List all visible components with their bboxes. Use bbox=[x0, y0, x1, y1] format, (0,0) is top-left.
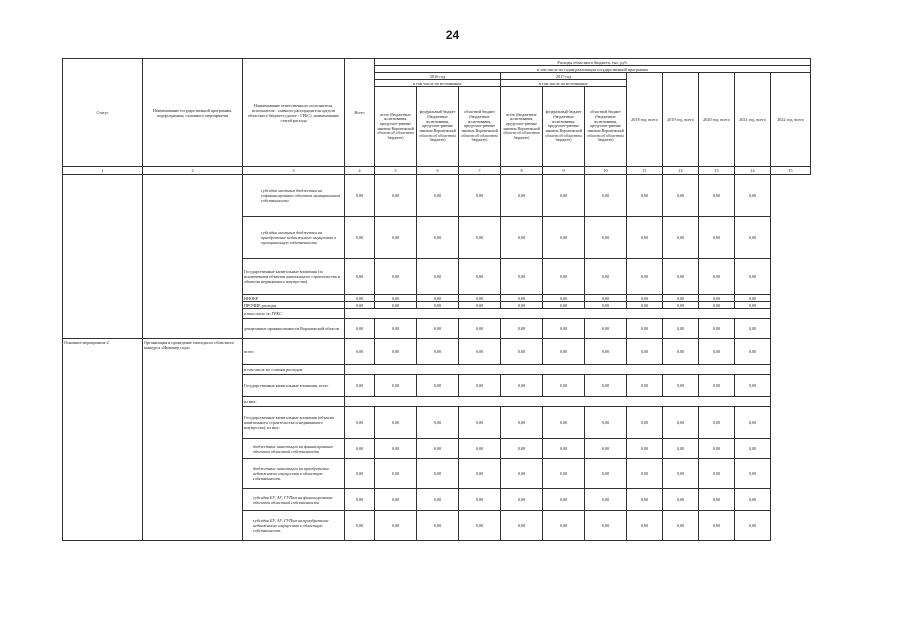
col-number: 12 bbox=[663, 167, 699, 175]
header-2022: 2022 год, всего bbox=[771, 73, 811, 167]
empty-values bbox=[345, 309, 771, 319]
value-cell: 0,00 bbox=[543, 302, 585, 309]
value-cell: 0,00 bbox=[699, 511, 735, 541]
value-cell: 0,00 bbox=[585, 511, 627, 541]
value-cell: 0,00 bbox=[627, 407, 663, 439]
value-cell: 0,00 bbox=[417, 217, 459, 259]
value-cell: 0,00 bbox=[417, 319, 459, 339]
value-cell: 0,00 bbox=[627, 319, 663, 339]
value-cell: 0,00 bbox=[501, 259, 543, 295]
value-cell: 0,00 bbox=[735, 407, 771, 439]
value-cell: 0,00 bbox=[417, 407, 459, 439]
value-cell: 0,00 bbox=[735, 319, 771, 339]
value-cell: 0,00 bbox=[627, 339, 663, 365]
value-cell: 0,00 bbox=[543, 217, 585, 259]
value-cell: 0,00 bbox=[459, 375, 501, 397]
header-2020: 2020 год, всего bbox=[699, 73, 735, 167]
value-cell: 0,00 bbox=[375, 375, 417, 397]
value-cell: 0,00 bbox=[459, 302, 501, 309]
empty-values bbox=[345, 397, 771, 407]
value-cell: 0,00 bbox=[663, 459, 699, 489]
value-cell: 0,00 bbox=[345, 439, 375, 459]
value-cell: 0,00 bbox=[585, 217, 627, 259]
value-cell: 0,00 bbox=[501, 295, 543, 302]
value-cell: 0,00 bbox=[417, 339, 459, 365]
value-cell: 0,00 bbox=[699, 489, 735, 511]
col-number: 13 bbox=[699, 167, 735, 175]
value-cell: 0,00 bbox=[375, 459, 417, 489]
header-col-9: федеральный бюджет (бюджетные ассигнования, предусмот-ренные законом Воронежской области об областном бюджете) bbox=[543, 87, 585, 167]
header-total: Всего bbox=[345, 59, 375, 167]
value-cell: 0,00 bbox=[663, 489, 699, 511]
value-cell: 0,00 bbox=[345, 339, 375, 365]
value-cell: 0,00 bbox=[663, 339, 699, 365]
value-cell: 0,00 bbox=[663, 511, 699, 541]
col-number: 15 bbox=[771, 167, 811, 175]
value-cell: 0,00 bbox=[375, 217, 417, 259]
value-cell: 0,00 bbox=[543, 259, 585, 295]
value-cell: 0,00 bbox=[663, 302, 699, 309]
row-label: бюджетные инвестиции на финансирование объектов областной собственности bbox=[243, 439, 345, 459]
header-status: Статус bbox=[63, 59, 143, 167]
value-cell: 0,00 bbox=[345, 259, 375, 295]
value-cell: 0,00 bbox=[543, 439, 585, 459]
value-cell: 0,00 bbox=[459, 511, 501, 541]
value-cell: 0,00 bbox=[585, 175, 627, 217]
col-number: 11 bbox=[627, 167, 663, 175]
value-cell: 0,00 bbox=[699, 319, 735, 339]
column-number-row bbox=[63, 167, 811, 175]
value-cell: 0,00 bbox=[417, 175, 459, 217]
header-2019: 2019 год, всего bbox=[663, 73, 699, 167]
value-cell: 0,00 bbox=[543, 489, 585, 511]
header-program-name: Наименование государственной программы, подпрограммы, основного мероприятия bbox=[143, 59, 243, 167]
value-cell: 0,00 bbox=[375, 511, 417, 541]
value-cell: 0,00 bbox=[699, 407, 735, 439]
row-label: субсидии БУ, АУ, ГУПам на финансирование объектов областной собственности bbox=[243, 489, 345, 511]
value-cell: 0,00 bbox=[543, 319, 585, 339]
value-cell: 0,00 bbox=[663, 375, 699, 397]
header-sources-2017: в том числе по источникам: bbox=[501, 80, 627, 87]
value-cell: 0,00 bbox=[735, 295, 771, 302]
value-cell: 0,00 bbox=[627, 375, 663, 397]
value-cell: 0,00 bbox=[501, 511, 543, 541]
value-cell: 0,00 bbox=[663, 295, 699, 302]
col-number: 2 bbox=[143, 167, 243, 175]
value-cell: 0,00 bbox=[585, 375, 627, 397]
row-label: бюджетные инвестиции на приобретение недвижимого имущества в областную собственность bbox=[243, 459, 345, 489]
value-cell: 0,00 bbox=[663, 407, 699, 439]
header-col-10: областной бюджет (бюджетные ассигнования, предусмот-ренные законом Воронежской области об областном бюджете) bbox=[585, 87, 627, 167]
value-cell: 0,00 bbox=[459, 459, 501, 489]
value-cell: 0,00 bbox=[417, 459, 459, 489]
value-cell: 0,00 bbox=[417, 375, 459, 397]
value-cell: 0,00 bbox=[735, 217, 771, 259]
col-number: 14 bbox=[735, 167, 771, 175]
value-cell: 0,00 bbox=[735, 302, 771, 309]
value-cell: 0,00 bbox=[459, 489, 501, 511]
value-cell: 0,00 bbox=[735, 175, 771, 217]
header-2021: 2021 год, всего bbox=[735, 73, 771, 167]
value-cell: 0,00 bbox=[627, 459, 663, 489]
value-cell: 0,00 bbox=[345, 302, 375, 309]
value-cell: 0,00 bbox=[345, 511, 375, 541]
value-cell: 0,00 bbox=[459, 175, 501, 217]
value-cell: 0,00 bbox=[735, 259, 771, 295]
value-cell: 0,00 bbox=[699, 295, 735, 302]
col-number: 5 bbox=[375, 167, 417, 175]
value-cell: 0,00 bbox=[543, 459, 585, 489]
value-cell: 0,00 bbox=[417, 439, 459, 459]
value-cell: 0,00 bbox=[699, 459, 735, 489]
value-cell: 0,00 bbox=[663, 439, 699, 459]
value-cell: 0,00 bbox=[459, 259, 501, 295]
main-event-name: Организация и проведение ежегодного областного конкурса «Инженер года» bbox=[143, 339, 243, 541]
value-cell: 0,00 bbox=[501, 439, 543, 459]
value-cell: 0,00 bbox=[501, 217, 543, 259]
value-cell: 0,00 bbox=[459, 439, 501, 459]
value-cell: 0,00 bbox=[627, 489, 663, 511]
row-label: субсидии БУ, АУ, ГУПам на приобретение недвижимого имущества в областную собственность bbox=[243, 511, 345, 541]
row-label: департамент промышленности Воронежской области bbox=[243, 319, 345, 339]
value-cell: 0,00 bbox=[459, 407, 501, 439]
value-cell: 0,00 bbox=[375, 302, 417, 309]
main-event-status: Основное мероприятие 2 bbox=[63, 339, 143, 541]
header-year-2017: 2017 год bbox=[501, 73, 627, 80]
col-number: 4 bbox=[345, 167, 375, 175]
value-cell: 0,00 bbox=[501, 489, 543, 511]
value-cell: 0,00 bbox=[501, 459, 543, 489]
value-cell: 0,00 bbox=[663, 259, 699, 295]
value-cell: 0,00 bbox=[375, 407, 417, 439]
value-cell: 0,00 bbox=[585, 295, 627, 302]
value-cell: 0,00 bbox=[699, 439, 735, 459]
value-cell: 0,00 bbox=[699, 302, 735, 309]
value-cell: 0,00 bbox=[699, 375, 735, 397]
value-cell: 0,00 bbox=[627, 302, 663, 309]
value-cell: 0,00 bbox=[585, 319, 627, 339]
value-cell: 0,00 bbox=[345, 407, 375, 439]
col-number: 9 bbox=[543, 167, 585, 175]
header-expenses-title: Расходы областного бюджета, тыс. руб. bbox=[375, 59, 811, 66]
value-cell: 0,00 bbox=[585, 439, 627, 459]
header-year-2016: 2016 год bbox=[375, 73, 501, 80]
row-label: в том числе по статьям расходов: bbox=[243, 365, 345, 375]
value-cell: 0,00 bbox=[345, 175, 375, 217]
header-expenses-sub: в том числе по годам реализации государственной программы bbox=[375, 66, 811, 73]
value-cell: 0,00 bbox=[501, 175, 543, 217]
value-cell: 0,00 bbox=[345, 295, 375, 302]
value-cell: 0,00 bbox=[345, 319, 375, 339]
budget-sheet bbox=[62, 58, 810, 541]
value-cell: 0,00 bbox=[543, 295, 585, 302]
value-cell: 0,00 bbox=[585, 489, 627, 511]
value-cell: 0,00 bbox=[375, 319, 417, 339]
value-cell: 0,00 bbox=[417, 489, 459, 511]
value-cell: 0,00 bbox=[735, 489, 771, 511]
header-col-7: областной бюджет (бюджетные ассигнования, предусмот-ренные законом Воронежской области об областном бюджете) bbox=[459, 87, 501, 167]
value-cell: 0,00 bbox=[501, 375, 543, 397]
value-cell: 0,00 bbox=[417, 302, 459, 309]
value-cell: 0,00 bbox=[543, 407, 585, 439]
value-cell: 0,00 bbox=[543, 339, 585, 365]
header-executor: Наименование ответственного исполнителя, исполнителя - главного распорядителя средств областного бюджета (далее - ГРБС), наименование статей расхода bbox=[243, 59, 345, 167]
value-cell: 0,00 bbox=[543, 375, 585, 397]
value-cell: 0,00 bbox=[543, 175, 585, 217]
empty-values bbox=[345, 365, 771, 375]
value-cell: 0,00 bbox=[735, 459, 771, 489]
value-cell: 0,00 bbox=[345, 217, 375, 259]
value-cell: 0,00 bbox=[663, 217, 699, 259]
value-cell: 0,00 bbox=[459, 217, 501, 259]
value-cell: 0,00 bbox=[459, 295, 501, 302]
row-label: Государственные капитальные вложения (за исключением объектов капитального строительства и объектов недвижимого имущества) bbox=[243, 259, 345, 295]
value-cell: 0,00 bbox=[663, 175, 699, 217]
program-cell-empty bbox=[143, 175, 243, 339]
row-label: Государственные капитальные вложения (объекты капитального строительства и недвижимого имущества), из них: bbox=[243, 407, 345, 439]
value-cell: 0,00 bbox=[627, 439, 663, 459]
value-cell: 0,00 bbox=[627, 295, 663, 302]
value-cell: 0,00 bbox=[417, 511, 459, 541]
col-number: 8 bbox=[501, 167, 543, 175]
value-cell: 0,00 bbox=[417, 259, 459, 295]
value-cell: 0,00 bbox=[735, 511, 771, 541]
value-cell: 0,00 bbox=[375, 259, 417, 295]
col-number: 7 bbox=[459, 167, 501, 175]
value-cell: 0,00 bbox=[345, 489, 375, 511]
value-cell: 0,00 bbox=[345, 375, 375, 397]
header-sources-2016: в том числе по источникам: bbox=[375, 80, 501, 87]
header-row-1 bbox=[63, 59, 811, 66]
value-cell: 0,00 bbox=[735, 439, 771, 459]
value-cell: 0,00 bbox=[375, 339, 417, 365]
budget-table bbox=[62, 58, 811, 541]
value-cell: 0,00 bbox=[585, 339, 627, 365]
row-label: всего bbox=[243, 339, 345, 365]
status-cell-empty bbox=[63, 175, 143, 339]
value-cell: 0,00 bbox=[375, 439, 417, 459]
value-cell: 0,00 bbox=[627, 259, 663, 295]
col-number: 10 bbox=[585, 167, 627, 175]
value-cell: 0,00 bbox=[585, 259, 627, 295]
value-cell: 0,00 bbox=[543, 511, 585, 541]
col-number: 3 bbox=[243, 167, 345, 175]
value-cell: 0,00 bbox=[375, 175, 417, 217]
value-cell: 0,00 bbox=[735, 375, 771, 397]
value-cell: 0,00 bbox=[459, 339, 501, 365]
row-label: НИОКР bbox=[243, 295, 345, 302]
value-cell: 0,00 bbox=[585, 459, 627, 489]
value-cell: 0,00 bbox=[699, 259, 735, 295]
row-label: в том числе по ГРБС: bbox=[243, 309, 345, 319]
value-cell: 0,00 bbox=[375, 489, 417, 511]
value-cell: 0,00 bbox=[501, 339, 543, 365]
header-col-5: всего (бюджетные ассигнования, предусмот-ренные законом Воронежской области об областном бюджете) bbox=[375, 87, 417, 167]
value-cell: 0,00 bbox=[735, 339, 771, 365]
header-col-6: федеральный бюджет (бюджетные ассигнования, предусмот-ренные законом Воронежской области об областном бюджете) bbox=[417, 87, 459, 167]
table-row bbox=[63, 175, 811, 217]
value-cell: 0,00 bbox=[375, 295, 417, 302]
value-cell: 0,00 bbox=[627, 511, 663, 541]
value-cell: 0,00 bbox=[585, 407, 627, 439]
page-number: 24 bbox=[445, 28, 460, 42]
col-number: 6 bbox=[417, 167, 459, 175]
header-2018: 2018 год, всего bbox=[627, 73, 663, 167]
row-label: ПРОЧИЕ расходы bbox=[243, 302, 345, 309]
row-label: субсидии местным бюджетам на софинансирование объектов муниципальной собственности bbox=[243, 175, 345, 217]
header-col-8: всего (бюджетные ассигнования, предусмот-ренные законом Воронежской области об областном бюджете) bbox=[501, 87, 543, 167]
value-cell: 0,00 bbox=[699, 175, 735, 217]
value-cell: 0,00 bbox=[627, 175, 663, 217]
value-cell: 0,00 bbox=[501, 319, 543, 339]
row-label: Государственные капитальные вложения, всего bbox=[243, 375, 345, 397]
value-cell: 0,00 bbox=[459, 319, 501, 339]
table-row bbox=[63, 339, 811, 365]
row-label: из них: bbox=[243, 397, 345, 407]
value-cell: 0,00 bbox=[663, 319, 699, 339]
value-cell: 0,00 bbox=[699, 217, 735, 259]
value-cell: 0,00 bbox=[627, 217, 663, 259]
value-cell: 0,00 bbox=[699, 339, 735, 365]
value-cell: 0,00 bbox=[345, 459, 375, 489]
value-cell: 0,00 bbox=[501, 302, 543, 309]
col-number: 1 bbox=[63, 167, 143, 175]
value-cell: 0,00 bbox=[585, 302, 627, 309]
value-cell: 0,00 bbox=[417, 295, 459, 302]
value-cell: 0,00 bbox=[501, 407, 543, 439]
row-label: субсидии местным бюджетам на приобретение недвижимого имущества в муниципальную собственность bbox=[243, 217, 345, 259]
